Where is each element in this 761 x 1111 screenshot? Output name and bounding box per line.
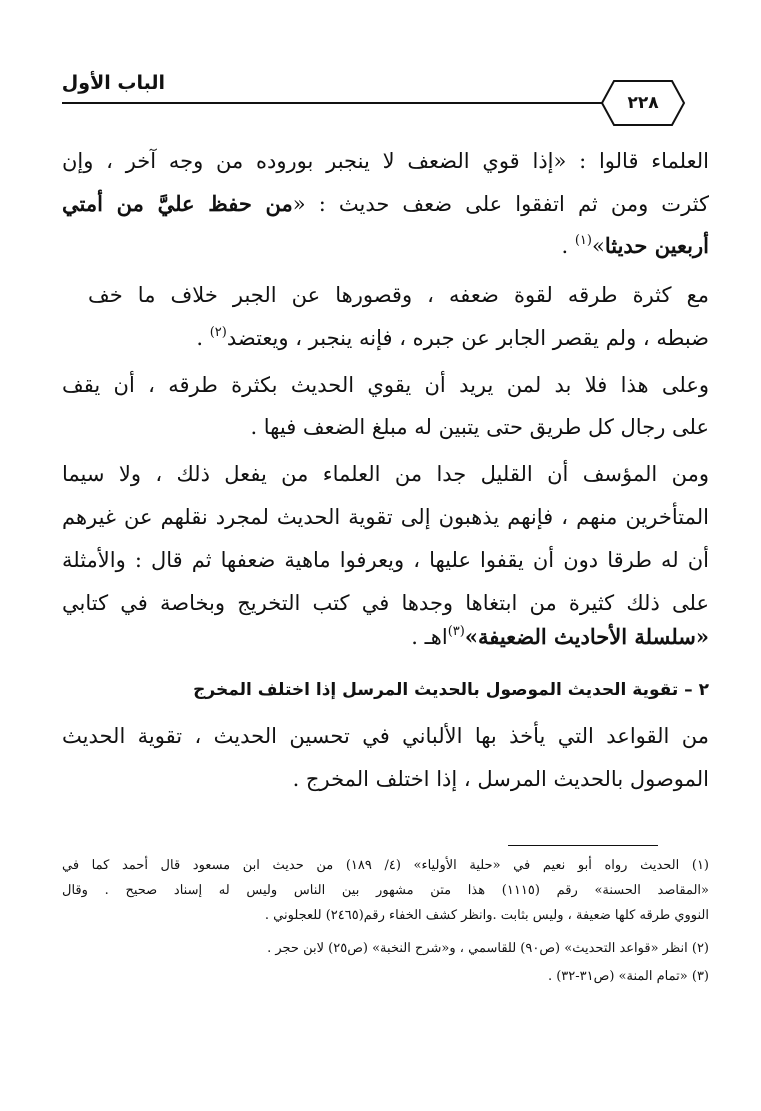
- footnote-ref: (٢): [209, 325, 227, 340]
- footnote-line: (٢) انظر «قواعد التحديث» (ص٩٠) للقاسمي ، و«شرح النخبة» (ص٢٥) لابن حجر .: [267, 941, 709, 956]
- paragraph-line: [196, 323, 709, 357]
- paragraph-line: [561, 231, 709, 265]
- paragraph-line: المتأخرين منهم ، فإنهم يذهبون إلى تقوية الحديث لمجرد نقلهم عن غيرهم: [62, 505, 709, 529]
- text-run: .: [561, 234, 575, 258]
- header-rule: [62, 102, 662, 104]
- paragraph-line: العلماء قالوا : «إذا قوي الضعف لا ينجبر بوروده من وجه آخر ، وإن: [62, 149, 709, 173]
- page-number: ٢٢٨: [627, 93, 659, 113]
- paragraph-line: على ذلك كثيرة من ابتغاها وجدها في كتب التخريج وبخاصة في كتابي: [62, 591, 709, 615]
- section-heading: ٢ – تقوية الحديث الموصول بالحديث المرسل إذا اختلف المخرج: [193, 680, 709, 700]
- footnote-rule: [508, 845, 658, 846]
- text-run: .: [196, 326, 210, 350]
- text-run: ضبطه ، ولم يقصر الجابر عن جبره ، فإنه ينجبر ، ويعتضد: [226, 326, 709, 350]
- quoted-hadith: من حفظ عليَّ من أمتي: [62, 191, 293, 216]
- book-title: «سلسلة الأحاديث الضعيفة»: [464, 624, 709, 649]
- paragraph-line: وعلى هذا فلا بد لمن يريد أن يقوي الحديث بكثرة طرقه ، أن يقف: [62, 373, 709, 397]
- chapter-title: الباب الأول: [61, 72, 165, 94]
- text-run: اهـ .: [411, 625, 448, 649]
- footnote-ref: (١): [574, 233, 592, 248]
- paragraph-line: الموصول بالحديث المرسل ، إذا اختلف المخرج .: [292, 767, 709, 791]
- paragraph-line: [411, 622, 709, 656]
- paragraph-line: [62, 189, 709, 219]
- footnote-line: (٣) «تمام المنة» (ص٣١-٣٢) .: [547, 969, 709, 984]
- paragraph-line: مع كثرة طرقه لقوة ضعفه ، وقصورها عن الجبر خلاف ما خف: [88, 283, 709, 307]
- quoted-hadith: أربعين حديثا: [604, 233, 709, 258]
- paragraph-line: على رجال كل طريق حتى يتبين له مبلغ الضعف فيها .: [250, 415, 709, 439]
- text-run: »: [591, 234, 605, 258]
- paragraph-line: أن له طرقا دون أن يقفوا عليها ، ويعرفوا ماهية ضعفها ثم قال : والأمثلة: [62, 548, 709, 572]
- text-run: كثرت ومن ثم اتفقوا على ضعف حديث : «: [292, 192, 709, 216]
- footnote-ref: (٣): [447, 624, 465, 639]
- paragraph-line: من القواعد التي يأخذ بها الألباني في تحسين الحديث ، تقوية الحديث: [62, 724, 709, 748]
- footnote-line: النووي طرقه كلها ضعيفة ، وليس بثابت .وانظر كشف الخفاء رقم(٢٤٦٥) للعجلوني .: [264, 908, 709, 923]
- footnote-line: «المقاصد الحسنة» رقم (١١١٥) هذا متن مشهور بين الناس وليس له إسناد صحيح . وقال: [62, 883, 710, 898]
- paragraph-line: ومن المؤسف أن القليل جدا من العلماء من يفعل ذلك ، ولا سيما: [62, 462, 709, 486]
- footnote-line: (١) الحديث رواه أبو نعيم في «حلية الأولياء» (٤/ ١٨٩) من حديث ابن مسعود قال أحمد كما في: [62, 858, 709, 873]
